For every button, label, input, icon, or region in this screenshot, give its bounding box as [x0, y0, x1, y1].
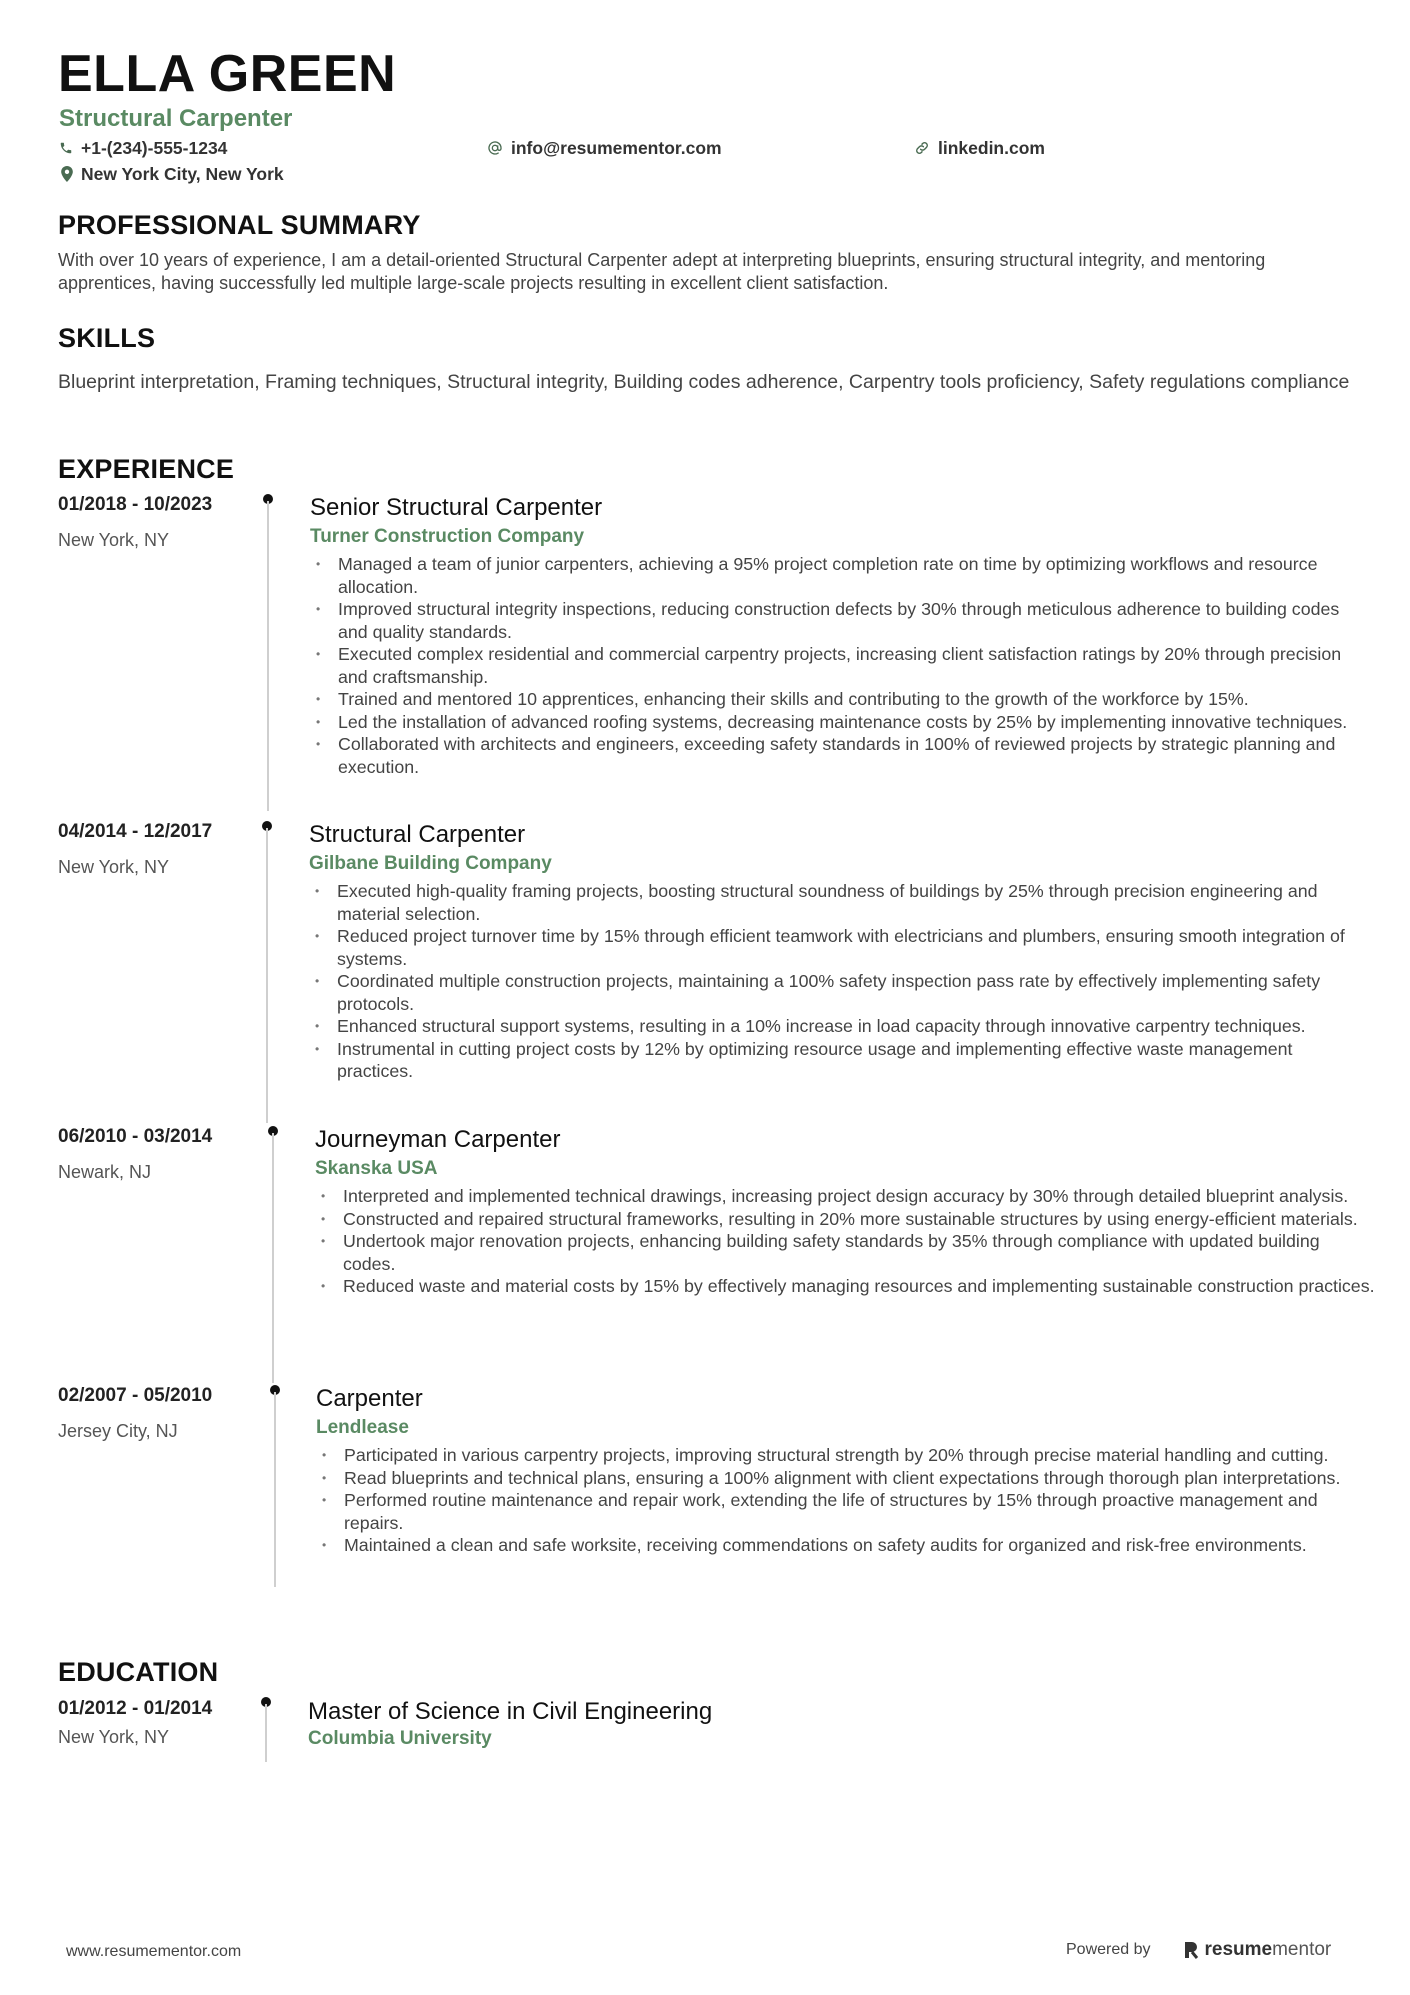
entry-location: New York, NY: [58, 530, 170, 550]
bullet-item: • Led the installation of advanced roofing systems, decreasing maintenance costs by 25% by implementing innovative techniques.: [310, 711, 1370, 734]
bullet-item: • Enhanced structural support systems, resulting in a 10% increase in load capacity through innovative carpentry techniques.: [309, 1015, 1369, 1038]
at-icon: [487, 140, 503, 156]
entry-company: Lendlease: [316, 1417, 409, 1438]
entry-dates: 06/2010 - 03/2014: [58, 1126, 213, 1147]
education-degree: Master of Science in Civil Engineering: [308, 1698, 713, 1725]
bullet-item: • Participated in various carpentry projects, improving structural strength by 20% through precise material handling and cutting.: [316, 1444, 1376, 1467]
email-text[interactable]: info@resumementor.com: [511, 138, 722, 158]
bullet-item: • Undertook major renovation projects, enhancing building safety standards by 35% through compliance with updated building codes.: [315, 1230, 1375, 1275]
bullet-item: • Interpreted and implemented technical drawings, increasing project design accuracy by 30% through detailed blueprint analysis.: [315, 1185, 1375, 1208]
entry-role: Senior Structural Carpenter: [310, 494, 603, 521]
brand-logo[interactable]: [1183, 1940, 1332, 1960]
entry-dates: 04/2014 - 12/2017: [58, 821, 213, 842]
linkedin-text[interactable]: linkedin.com: [938, 138, 1045, 158]
bullet-item: • Read blueprints and technical plans, ensuring a 100% alignment with client expectations through thorough plan interpretations.: [316, 1467, 1376, 1490]
brand-light: mentor: [1272, 1939, 1332, 1960]
phone-icon: [59, 141, 73, 155]
entry-dates: 02/2007 - 05/2010: [58, 1385, 213, 1406]
footer-powered: [1066, 1940, 1331, 1960]
bullet-item: • Reduced project turnover time by 15% through efficient teamwork with electricians and plumbers, ensuring smooth integration of systems.: [309, 925, 1369, 970]
bullet-item: • Managed a team of junior carpenters, achieving a 95% project completion rate on time by optimizing workflows and resource allocation.: [310, 553, 1370, 598]
entry-bullets: [309, 880, 1369, 1083]
entry-dates: 01/2018 - 10/2023: [58, 494, 213, 515]
timeline-line: [274, 1392, 276, 1587]
powered-by-label: Powered by: [1066, 1941, 1151, 1958]
bullet-item: • Reduced waste and material costs by 15% by effectively managing resources and implementing sustainable construction practices.: [315, 1275, 1375, 1298]
entry-bullets: [310, 553, 1370, 778]
entry-location: Jersey City, NJ: [58, 1421, 178, 1441]
brand-bold: resume: [1204, 1939, 1273, 1960]
entry-location: New York, NY: [58, 857, 170, 877]
bullet-item: • Trained and mentored 10 apprentices, enhancing their skills and contributing to the growth of the workforce by 15%.: [310, 688, 1370, 711]
location-contact: [61, 162, 284, 186]
candidate-title: Structural Carpenter: [59, 105, 293, 132]
bullet-item: • Instrumental in cutting project costs by 12% by optimizing resource usage and implementing effective waste management practices.: [309, 1038, 1369, 1083]
education-heading: EDUCATION: [58, 1657, 219, 1687]
entry-location: Newark, NJ: [58, 1162, 152, 1182]
entry-company: Gilbane Building Company: [309, 853, 552, 874]
bullet-item: • Collaborated with architects and engineers, exceeding safety standards in 100% of reviewed projects by strategic planning and execution.: [310, 733, 1370, 778]
entry-company: Turner Construction Company: [310, 526, 585, 547]
skills-text: Blueprint interpretation, Framing techniques, Structural integrity, Building codes adherence, Carpentry tools proficiency, Safety regulations compliance: [58, 371, 1350, 393]
entry-company: Skanska USA: [315, 1158, 438, 1179]
entry-role: Carpenter: [316, 1385, 423, 1412]
linkedin-contact: [914, 136, 1045, 160]
bullet-item: • Constructed and repaired structural frameworks, resulting in 20% more sustainable structures by using energy-efficient materials.: [315, 1208, 1375, 1231]
summary-heading: PROFESSIONAL SUMMARY: [58, 210, 421, 240]
phone-text[interactable]: +1-(234)-555-1234: [81, 138, 228, 158]
link-icon: [914, 140, 930, 156]
candidate-name: ELLA GREEN: [58, 45, 397, 103]
bullet-item: • Executed high-quality framing projects, boosting structural soundness of buildings by 25% through precision engineering and material selection.: [309, 880, 1369, 925]
skills-heading: SKILLS: [58, 323, 156, 353]
bullet-item: • Coordinated multiple construction projects, maintaining a 100% safety inspection pass rate by effectively implementing safety protocols.: [309, 970, 1369, 1015]
bullet-item: • Executed complex residential and commercial carpentry projects, increasing client satisfaction ratings by 20% through precision and craftsmanship.: [310, 643, 1370, 688]
phone-contact: [59, 136, 227, 160]
bullet-item: • Maintained a clean and safe worksite, receiving commendations on safety audits for organized and risk-free environments.: [316, 1534, 1376, 1557]
timeline-line: [267, 501, 269, 811]
timeline-line: [265, 1704, 267, 1762]
entry-role: Structural Carpenter: [309, 821, 526, 848]
email-contact: [487, 136, 722, 160]
map-pin-icon: [61, 166, 73, 182]
bullet-item: • Performed routine maintenance and repair work, extending the life of structures by 15% through proactive management and repairs.: [316, 1489, 1376, 1534]
experience-heading: EXPERIENCE: [58, 454, 235, 484]
entry-role: Journeyman Carpenter: [315, 1126, 561, 1153]
education-school: Columbia University: [308, 1728, 492, 1749]
resumementor-logo-icon: [1183, 1940, 1199, 1960]
entry-bullets: [316, 1444, 1376, 1557]
location-text: New York City, New York: [81, 164, 284, 184]
entry-bullets: [315, 1185, 1375, 1298]
timeline-line: [272, 1133, 274, 1383]
timeline-line: [266, 828, 268, 1123]
entry-location: New York, NY: [58, 1727, 170, 1747]
summary-text: With over 10 years of experience, I am a detail-oriented Structural Carpenter adept at interpreting blueprints, ensuring structural integrity, and mentoring apprentices, having successfully led multiple large-scale projects resulting in excellent client satisfaction.: [58, 250, 1266, 293]
footer-website[interactable]: www.resumementor.com: [66, 1943, 242, 1960]
entry-dates: 01/2012 - 01/2014: [58, 1698, 213, 1719]
bullet-item: • Improved structural integrity inspections, reducing construction defects by 30% through meticulous adherence to building codes and quality standards.: [310, 598, 1370, 643]
